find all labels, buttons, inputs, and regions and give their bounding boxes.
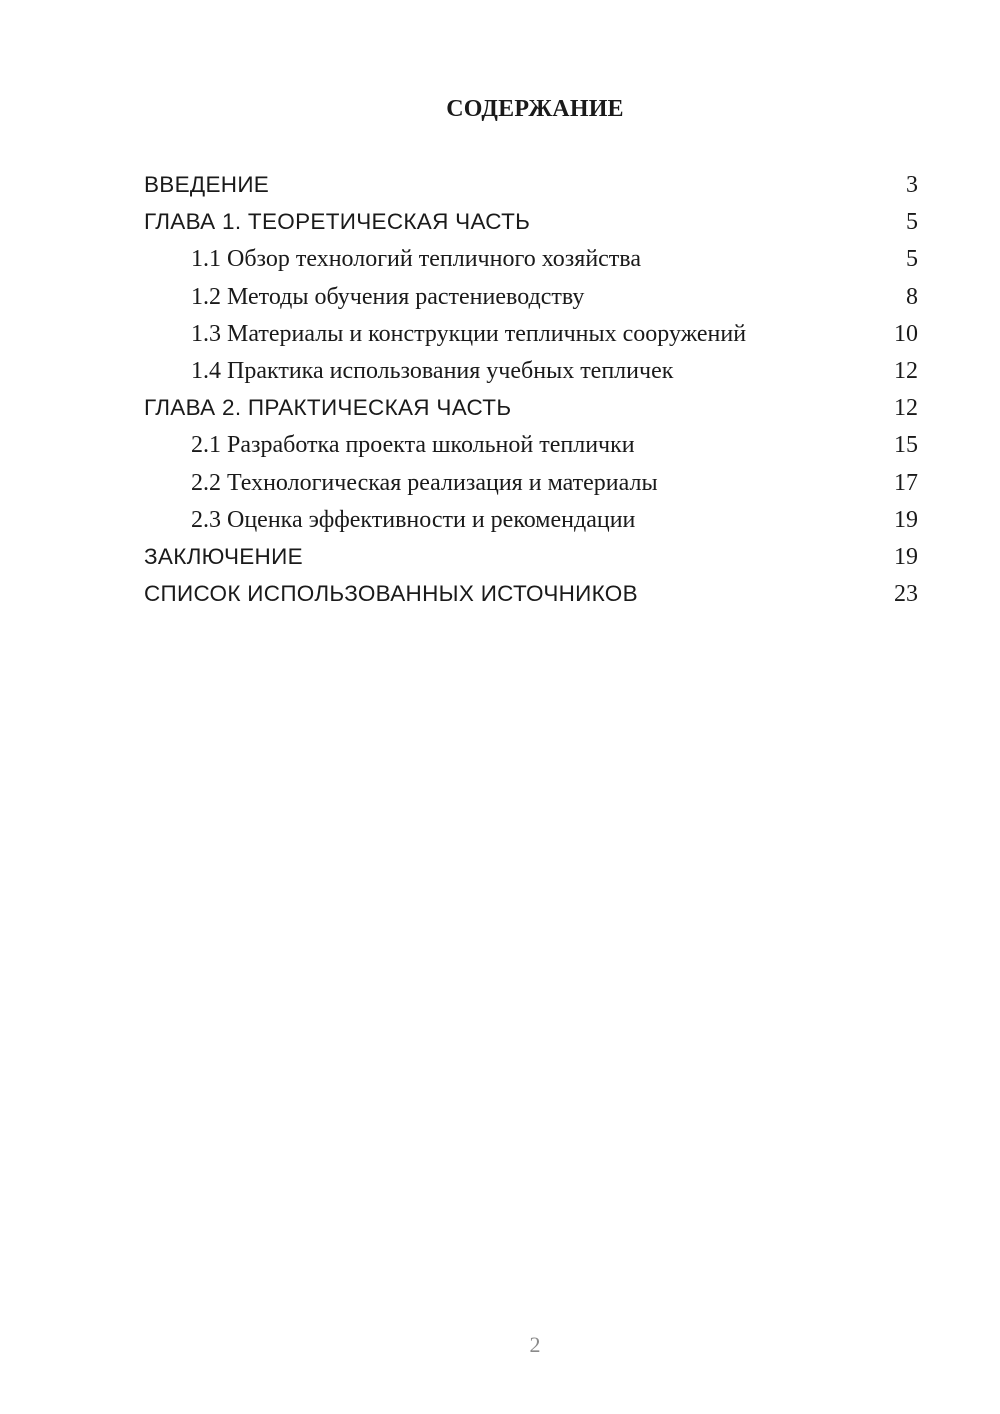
toc-entry-page: 23 (894, 581, 918, 608)
toc-entry-page: 5 (906, 246, 918, 273)
toc-entry-section-2-1[interactable] (144, 428, 918, 465)
toc-entry-page: 8 (906, 283, 918, 310)
toc-entry-conclusion[interactable] (144, 540, 918, 577)
toc-entry-section-1-1[interactable] (144, 242, 918, 279)
toc-entry-title: 1.2 Методы обучения растениеводству (191, 283, 585, 310)
toc-entry-page: 5 (906, 209, 918, 236)
toc-entry-title: ЗАКЛЮЧЕНИЕ (144, 543, 303, 569)
toc-entry-references[interactable] (144, 577, 918, 614)
toc-entry-title: 1.3 Материалы и конструкции тепличных сооружений (191, 320, 747, 347)
toc-entry-title: 1.4 Практика использования учебных тепличек (191, 357, 674, 384)
toc-entry-title: 2.1 Разработка проекта школьной теплички (191, 432, 635, 459)
toc-entry-title: 2.3 Оценка эффективности и рекомендации (191, 506, 636, 533)
toc-entry-title: ГЛАВА 2. ПРАКТИЧЕСКАЯ ЧАСТЬ (144, 395, 512, 421)
toc-entry-chapter-2[interactable] (144, 391, 918, 428)
toc-entry-page: 19 (894, 506, 918, 533)
table-of-contents (144, 168, 918, 614)
toc-entry-title: 2.2 Технологическая реализация и материалы (191, 469, 658, 496)
toc-entry-title: СПИСОК ИСПОЛЬЗОВАННЫХ ИСТОЧНИКОВ (144, 581, 638, 607)
toc-entry-page: 3 (906, 172, 918, 198)
toc-entry-page: 17 (894, 469, 918, 496)
toc-entry-chapter-1[interactable] (144, 205, 918, 242)
toc-entry-introduction[interactable] (144, 168, 918, 205)
toc-entry-page: 19 (894, 543, 918, 570)
toc-entry-page: 15 (894, 432, 918, 459)
toc-entry-page: 10 (894, 320, 918, 347)
toc-entry-section-2-3[interactable] (144, 503, 918, 540)
toc-entry-section-2-2[interactable] (144, 466, 918, 503)
toc-entry-section-1-4[interactable] (144, 354, 918, 391)
toc-entry-title: ГЛАВА 1. ТЕОРЕТИЧЕСКАЯ ЧАСТЬ (144, 209, 531, 235)
page-number: 2 (529, 1332, 541, 1357)
toc-entry-page: 12 (894, 357, 918, 384)
toc-entry-title: ВВЕДЕНИЕ (144, 172, 270, 197)
toc-entry-section-1-2[interactable] (144, 280, 918, 317)
toc-entry-title: 1.1 Обзор технологий тепличного хозяйства (191, 246, 641, 273)
toc-entry-section-1-3[interactable] (144, 317, 918, 354)
toc-entry-page: 12 (894, 395, 918, 422)
toc-title: СОДЕРЖАНИЕ (446, 96, 624, 122)
